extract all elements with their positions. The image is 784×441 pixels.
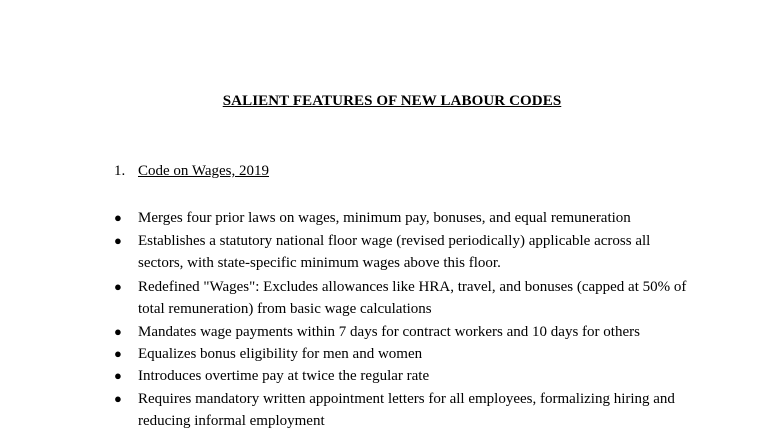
list-item [0, 366, 698, 386]
bullet-text: Establishes a statutory national floor wage (revised periodically) applicable across all sectors, with state-specific minimum wages above this floor. [138, 233, 651, 271]
section-heading [114, 163, 269, 180]
bullet-text: Mandates wage payments within 7 days for contract workers and 10 days for others [138, 324, 640, 340]
bullet-text: Equalizes bonus eligibility for men and women [138, 346, 423, 362]
bullet-icon: ● [114, 324, 122, 339]
bullet-icon: ● [114, 368, 122, 383]
bullet-text: Introduces overtime pay at twice the regular rate [138, 368, 430, 384]
bullet-icon: ● [114, 391, 122, 406]
list-item [0, 388, 698, 432]
bullet-icon: ● [114, 279, 122, 294]
bullet-text: Redefined "Wages": Excludes allowances like HRA, travel, and bonuses (capped at 50% of total remuneration) from basic wage calculations [138, 279, 687, 317]
bullet-list [0, 208, 784, 434]
document-title: SALIENT FEATURES OF NEW LABOUR CODES [222, 93, 562, 109]
list-item [0, 344, 698, 364]
bullet-icon: ● [114, 233, 122, 248]
section-number: 1. [114, 163, 126, 179]
list-item [0, 322, 698, 342]
bullet-text: Merges four prior laws on wages, minimum pay, bonuses, and equal remuneration [138, 210, 631, 226]
bullet-icon: ● [114, 346, 122, 361]
bullet-icon: ● [114, 210, 122, 225]
section-title: Code on Wages, 2019 [138, 163, 270, 179]
bullet-text: Requires mandatory written appointment letters for all employees, formalizing hiring and reducing informal employment [138, 391, 675, 429]
list-item [0, 276, 698, 320]
list-item [0, 230, 698, 274]
list-item [0, 208, 698, 228]
